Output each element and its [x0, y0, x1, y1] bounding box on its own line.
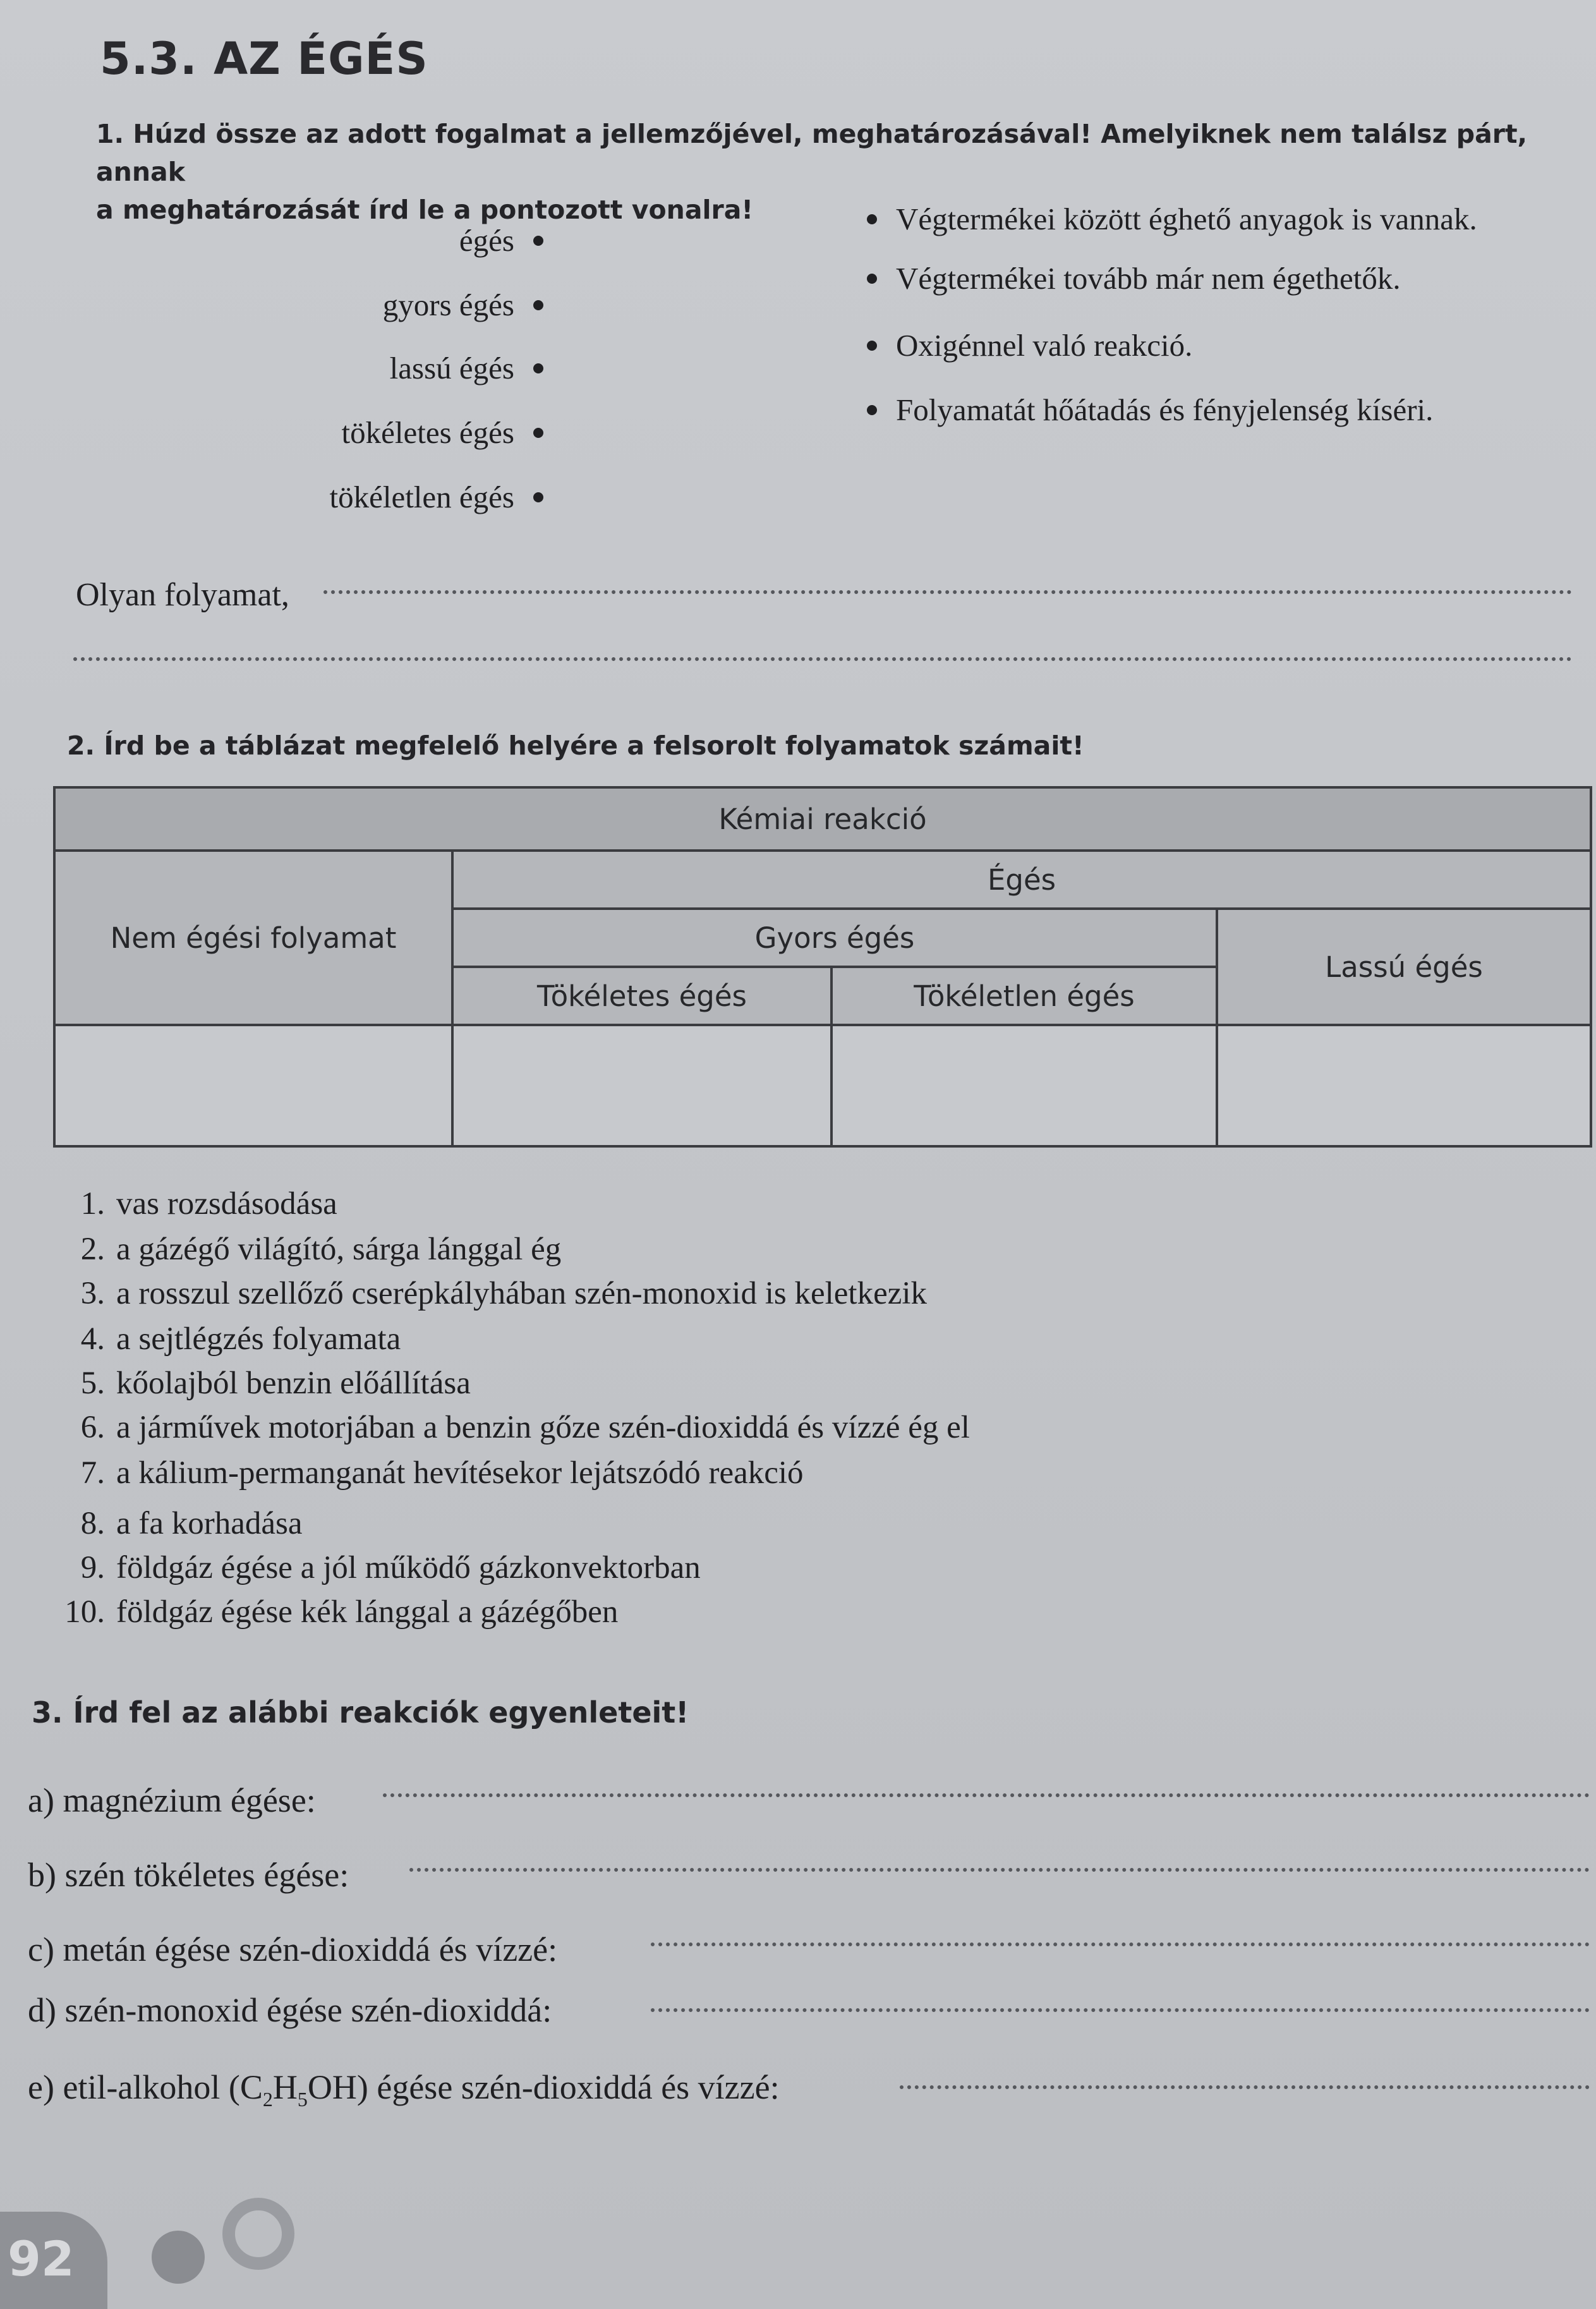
term-label: égés	[459, 223, 514, 258]
connector-dot[interactable]	[533, 492, 543, 502]
list-item	[29, 1455, 804, 1491]
subscript-2: 2	[262, 2087, 273, 2111]
list-item-text: a járművek motorjában a benzin gőze szén-dioxiddá és vízzé ég el	[116, 1410, 970, 1445]
equation-line-a[interactable]	[383, 1793, 1590, 1797]
task3-instruction: 3. Írd fel az alábbi reakciók egyenleteit!	[32, 1695, 689, 1730]
list-item	[29, 1549, 701, 1586]
task2-instruction: 2. Írd be a táblázat megfelelő helyére a felsorolt folyamatok számait!	[67, 730, 1084, 761]
page-title: 5.3. AZ ÉGÉS	[100, 33, 428, 85]
definition-label: Végtermékei tovább már nem égethetők.	[896, 261, 1401, 296]
list-item-number: 6.	[80, 1410, 105, 1445]
connector-dot[interactable]	[867, 405, 877, 415]
list-item-text: kőolajból benzin előállítása	[116, 1366, 471, 1401]
connector-dot[interactable]	[533, 300, 543, 310]
list-item	[29, 1505, 303, 1542]
answer-cell-non-combustion[interactable]	[54, 1025, 452, 1146]
term-fast-combustion[interactable]	[383, 287, 543, 323]
equation-line-c[interactable]	[651, 1942, 1590, 1946]
definition-3[interactable]	[867, 327, 1192, 363]
list-item-text: földgáz égése kék lánggal a gázégőben	[116, 1594, 619, 1630]
list-item-text: vas rozsdásodása	[116, 1186, 337, 1221]
answer-prefix: Olyan folyamat,	[76, 577, 289, 613]
header-chemical-reaction: Kémiai reakció	[54, 787, 1591, 851]
page-number: 92	[8, 2231, 75, 2287]
list-item-number: 7.	[80, 1455, 105, 1491]
list-item-number: 9.	[80, 1550, 105, 1585]
connector-dot[interactable]	[533, 236, 543, 246]
header-non-combustion: Nem égési folyamat	[54, 851, 452, 1025]
equation-label-e-suffix: OH) égése szén-dioxiddá és vízzé:	[307, 2068, 780, 2106]
header-complete-combustion: Tökéletes égés	[452, 967, 831, 1025]
equation-label-e	[28, 2068, 780, 2111]
list-item	[29, 1365, 471, 1402]
definition-2[interactable]	[867, 260, 1401, 296]
equation-line-e[interactable]	[900, 2085, 1590, 2089]
equation-line-b[interactable]	[409, 1868, 1590, 1872]
connector-dot[interactable]	[533, 363, 543, 373]
list-item-number: 3.	[80, 1276, 105, 1311]
list-item-number: 10.	[64, 1594, 105, 1630]
equation-label-c: c) metán égése szén-dioxiddá és vízzé:	[28, 1930, 558, 1968]
list-item-text: a kálium-permanganát hevítésekor lejátszódó reakció	[116, 1455, 804, 1491]
list-item	[29, 1594, 618, 1630]
list-item	[29, 1185, 337, 1222]
task1-instruction-line1: 1. Húzd össze az adott fogalmat a jellemzőjével, meghatározásával! Amelyiknek nem találsz párt, annak	[96, 119, 1528, 187]
list-item-number: 8.	[80, 1506, 105, 1541]
definition-4[interactable]	[867, 392, 1433, 428]
equation-line-d[interactable]	[651, 2008, 1590, 2012]
term-combustion[interactable]	[459, 222, 543, 258]
equation-label-e-mid: H	[272, 2068, 298, 2106]
task1-instruction-line2: a meghatározását írd le a pontozott vonalra!	[96, 195, 754, 225]
answer-cell-complete-combustion[interactable]	[452, 1025, 831, 1146]
answer-cell-slow-combustion[interactable]	[1217, 1025, 1591, 1146]
header-incomplete-combustion: Tökéletlen égés	[831, 967, 1217, 1025]
list-item-number: 5.	[80, 1366, 105, 1401]
list-item	[29, 1231, 561, 1268]
circle-ring-icon	[222, 2198, 294, 2270]
term-label: gyors égés	[382, 288, 514, 322]
list-item	[29, 1275, 927, 1312]
definition-label: Folyamatát hőátadás és fényjelenség kíséri.	[896, 392, 1434, 427]
term-label: tökéletes égés	[341, 415, 514, 450]
list-item-text: a rosszul szellőző cserépkályhában szén-monoxid is keletkezik	[116, 1276, 928, 1311]
definition-label: Végtermékei között éghető anyagok is vannak.	[896, 202, 1477, 236]
connector-dot[interactable]	[533, 428, 543, 438]
connector-dot[interactable]	[867, 274, 877, 284]
list-item-number: 2.	[80, 1232, 105, 1267]
connector-dot[interactable]	[867, 341, 877, 351]
list-item-number: 1.	[80, 1186, 105, 1221]
term-label: lassú égés	[389, 351, 514, 385]
term-label: tökéletlen égés	[329, 480, 514, 514]
circle-filled-icon	[152, 2231, 205, 2284]
subscript-5: 5	[297, 2087, 308, 2111]
connector-dot[interactable]	[867, 214, 877, 224]
term-complete-combustion[interactable]	[342, 415, 543, 451]
term-slow-combustion[interactable]	[390, 350, 543, 386]
equation-label-b: b) szén tökéletes égése:	[28, 1856, 349, 1894]
reaction-classification-table	[53, 786, 1592, 1148]
list-item-text: a sejtlégzés folyamata	[116, 1321, 401, 1357]
answer-line-1[interactable]	[323, 590, 1572, 594]
list-item-number: 4.	[80, 1321, 105, 1357]
list-item	[29, 1321, 401, 1357]
header-combustion: Égés	[452, 851, 1591, 909]
answer-line-2[interactable]	[73, 657, 1572, 661]
header-fast-combustion: Gyors égés	[452, 909, 1217, 967]
definition-1[interactable]	[867, 201, 1477, 237]
equation-label-d: d) szén-monoxid égése szén-dioxiddá:	[28, 1991, 552, 2029]
list-item-text: a fa korhadása	[116, 1506, 303, 1541]
answer-cell-incomplete-combustion[interactable]	[831, 1025, 1217, 1146]
list-item	[29, 1409, 970, 1446]
definition-label: Oxigénnel való reakció.	[896, 328, 1193, 363]
term-incomplete-combustion[interactable]	[329, 479, 543, 515]
equation-label-e-prefix: e) etil-alkohol (C	[28, 2068, 263, 2106]
list-item-text: a gázégő világító, sárga lánggal ég	[116, 1232, 562, 1267]
equation-label-a: a) magnézium égése:	[28, 1781, 316, 1819]
list-item-text: földgáz égése a jól működő gázkonvektorban	[116, 1550, 701, 1585]
header-slow-combustion: Lassú égés	[1217, 909, 1591, 1025]
